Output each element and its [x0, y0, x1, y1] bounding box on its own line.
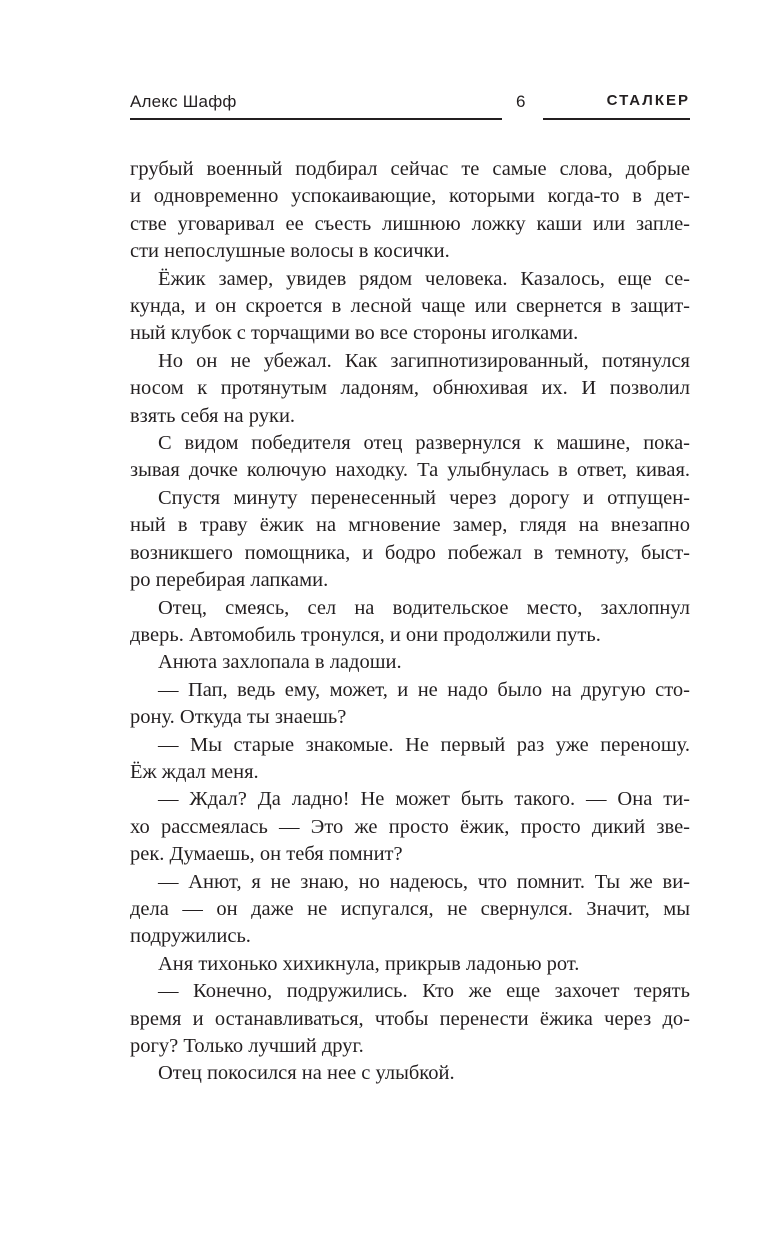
text-line: ный клубок с торчащими во все стороны иголками. — [130, 322, 579, 345]
text-line: дверь. Автомобиль тронулся, и они продолжили путь. — [130, 623, 601, 646]
header-rule-right — [543, 118, 690, 120]
text-line: Отец покосился на нее с улыбкой. — [158, 1062, 455, 1085]
text-line: взять себя на руки. — [130, 404, 296, 427]
text-line: возникшего помощника, и бодро побежал в темноту, быст- — [130, 541, 690, 564]
text-line: Анюта захлопала в ладоши. — [158, 651, 402, 674]
text-line: хо рассмеялась — Это же просто ёжик, просто дикий зве- — [130, 815, 690, 838]
author-name: Алекс Шафф — [130, 92, 237, 111]
text-line: кунда, и он скроется в лесной чаще или свернется в защит- — [130, 295, 690, 318]
text-line: ро перебирая лапками. — [130, 569, 329, 592]
running-header — [130, 92, 690, 122]
page-number: 6 — [516, 92, 526, 111]
text-line: ный в траву ёжик на мгновение замер, глядя на внезапно — [130, 514, 690, 537]
series-title: СТАЛКЕР — [606, 92, 690, 109]
text-line: Ёж ждал меня. — [130, 760, 259, 783]
text-line: Ёжик замер, увидев рядом человека. Казалось, еще се- — [158, 267, 690, 290]
text-line: рогу? Только лучший друг. — [130, 1035, 364, 1057]
header-rule-left — [130, 118, 502, 120]
text-line: — Ждал? Да ладно! Не может быть такого. — Она ти- — [158, 788, 690, 811]
text-line: грубый военный подбирал сейчас те самые слова, добрые — [130, 158, 690, 180]
text-line: — Анют, я не знаю, но надеюсь, что помнит. Ты же ви- — [158, 870, 690, 893]
text-line: Отец, смеясь, сел на водительское место, захлопнул — [158, 596, 690, 619]
text-line: С видом победителя отец развернулся к машине, пока- — [158, 432, 690, 455]
text-line: Спустя минуту перенесенный через дорогу и отпущен- — [158, 486, 690, 509]
text-line: и одновременно успокаивающие, которыми когда-то в дет- — [130, 185, 690, 208]
text-line: время и останавливаться, чтобы перенести ёжика через до- — [130, 1007, 690, 1030]
text-line: дела — он даже не испугался, не свернулся. Значит, мы — [130, 897, 690, 920]
text-line: носом к протянутым ладоням, обнюхивая их. И позволил — [130, 377, 690, 400]
text-line: — Конечно, подружились. Кто же еще захочет терять — [158, 980, 690, 1003]
text-line: рек. Думаешь, он тебя помнит? — [130, 843, 403, 866]
body-text — [130, 156, 690, 1088]
text-line: — Мы старые знакомые. Не первый раз уже переношу. — [158, 733, 690, 756]
text-line: — Пап, ведь ему, может, и не надо было на другую сто- — [158, 678, 690, 701]
text-line: сти непослушные волосы в косички. — [130, 240, 450, 263]
text-line: стве уговаривал ее съесть лишнюю ложку каши или запле- — [130, 212, 690, 235]
text-line: рону. Откуда ты знаешь? — [130, 706, 347, 729]
text-line: Аня тихонько хихикнула, прикрыв ладонью рот. — [158, 952, 580, 975]
text-line: зывая дочке колючую находку. Та улыбнулась в ответ, кивая. — [130, 459, 690, 482]
text-line: Но он не убежал. Как загипнотизированный, потянулся — [158, 349, 690, 372]
text-line: подружились. — [130, 925, 251, 948]
